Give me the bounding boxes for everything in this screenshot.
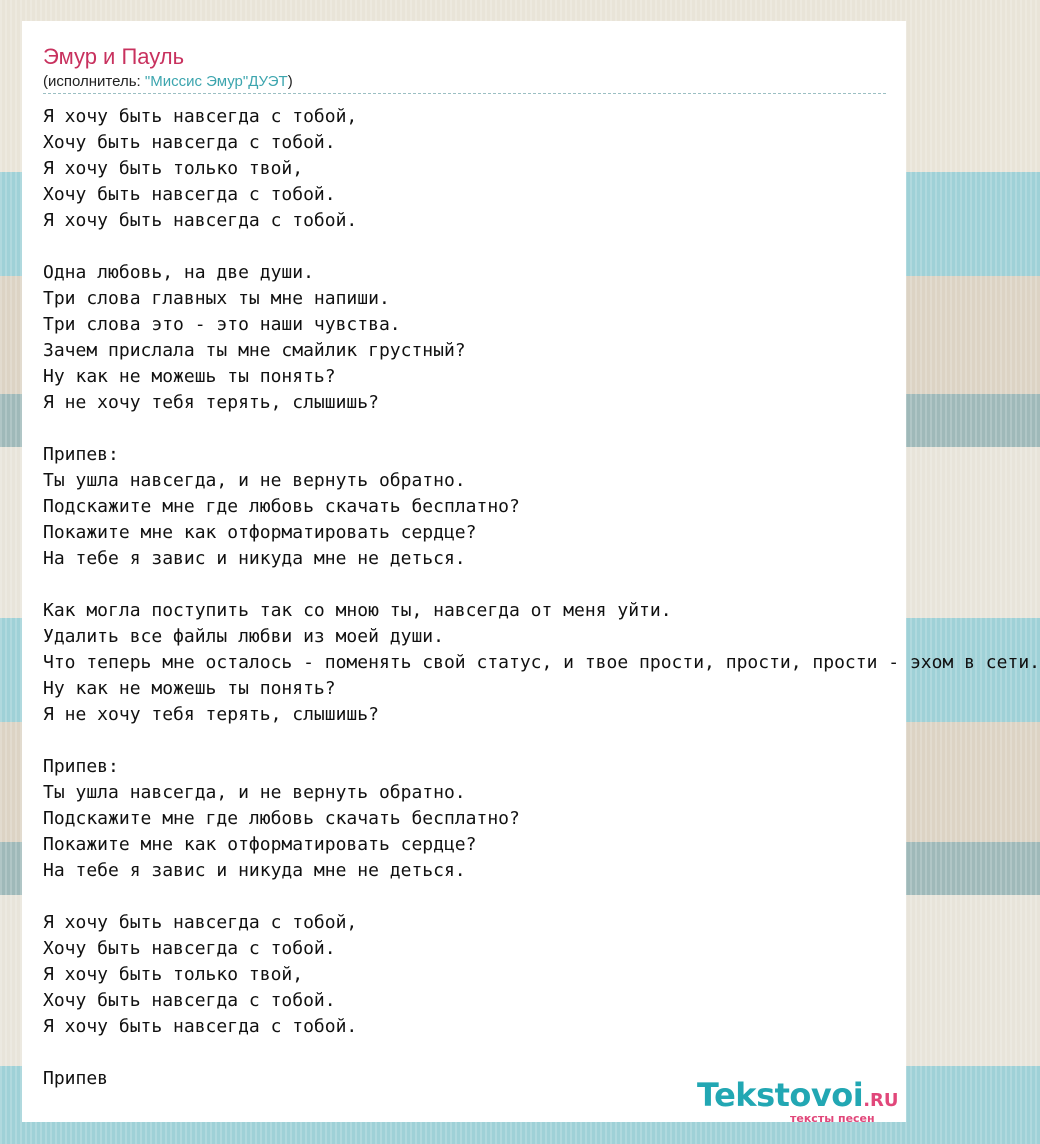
lyric-line: Я не хочу тебя терять, слышишь? [43, 704, 379, 725]
lyric-line: Покажите мне как отформатировать сердце? [43, 522, 477, 543]
performer-prefix: (исполнитель: [43, 73, 145, 90]
lyrics-text [43, 104, 1040, 1092]
performer-link[interactable]: "Миссис Эмур"ДУЭТ [144, 73, 288, 90]
logo-tagline: тексты песен [790, 1112, 875, 1125]
lyric-line: На тебе я завис и никуда мне не деться. [43, 548, 466, 569]
logo-wordmark: Tekstovoi [697, 1076, 864, 1114]
title-divider [43, 93, 886, 94]
lyric-line: Я хочу быть только твой, [43, 964, 304, 985]
lyric-line: Одна любовь, на две души. [43, 262, 314, 283]
song-title: Эмур и Пауль [43, 44, 185, 69]
lyric-line: Я хочу быть навсегда с тобой, [43, 106, 358, 127]
lyric-line: Я хочу быть только твой, [43, 158, 304, 179]
lyric-line: Хочу быть навсегда с тобой. [43, 184, 336, 205]
lyric-line: Я хочу быть навсегда с тобой. [43, 1016, 358, 1037]
lyric-line: Три слова это - это наши чувства. [43, 314, 401, 335]
site-logo[interactable] [697, 1076, 899, 1125]
lyric-line: Я хочу быть навсегда с тобой, [43, 912, 358, 933]
lyric-line: Ты ушла навсегда, и не вернуть обратно. [43, 470, 466, 491]
lyric-line: Ты ушла навсегда, и не вернуть обратно. [43, 782, 466, 803]
lyric-line: Я не хочу тебя терять, слышишь? [43, 392, 379, 413]
lyric-line: Припев: [43, 444, 119, 465]
performer-line [43, 73, 293, 90]
lyric-line: Что теперь мне осталось - поменять свой статус, и твое прости, прости, прости - эхом в сети. [43, 652, 1040, 673]
lyric-line: Зачем прислала ты мне смайлик грустный? [43, 340, 466, 361]
lyric-line: Хочу быть навсегда с тобой. [43, 990, 336, 1011]
lyric-line: Припев [43, 1068, 109, 1089]
lyric-line: На тебе я завис и никуда мне не деться. [43, 860, 466, 881]
lyric-line: Припев: [43, 756, 119, 777]
lyric-line: Ну как не можешь ты понять? [43, 366, 336, 387]
lyric-line: Ну как не можешь ты понять? [43, 678, 336, 699]
lyrics-card [22, 21, 1040, 1125]
lyric-line: Удалить все файлы любви из моей души. [43, 626, 444, 647]
logo-domain-suffix: .RU [863, 1090, 899, 1111]
lyric-line: Три слова главных ты мне напиши. [43, 288, 390, 309]
lyric-line: Покажите мне как отформатировать сердце? [43, 834, 477, 855]
lyric-line: Я хочу быть навсегда с тобой. [43, 210, 358, 231]
lyric-line: Подскажите мне где любовь скачать бесплатно? [43, 496, 520, 517]
lyric-line: Хочу быть навсегда с тобой. [43, 132, 336, 153]
performer-suffix: ) [287, 73, 293, 90]
lyric-line: Хочу быть навсегда с тобой. [43, 938, 336, 959]
lyric-line: Как могла поступить так со мною ты, навсегда от меня уйти. [43, 600, 672, 621]
lyric-line: Подскажите мне где любовь скачать бесплатно? [43, 808, 520, 829]
